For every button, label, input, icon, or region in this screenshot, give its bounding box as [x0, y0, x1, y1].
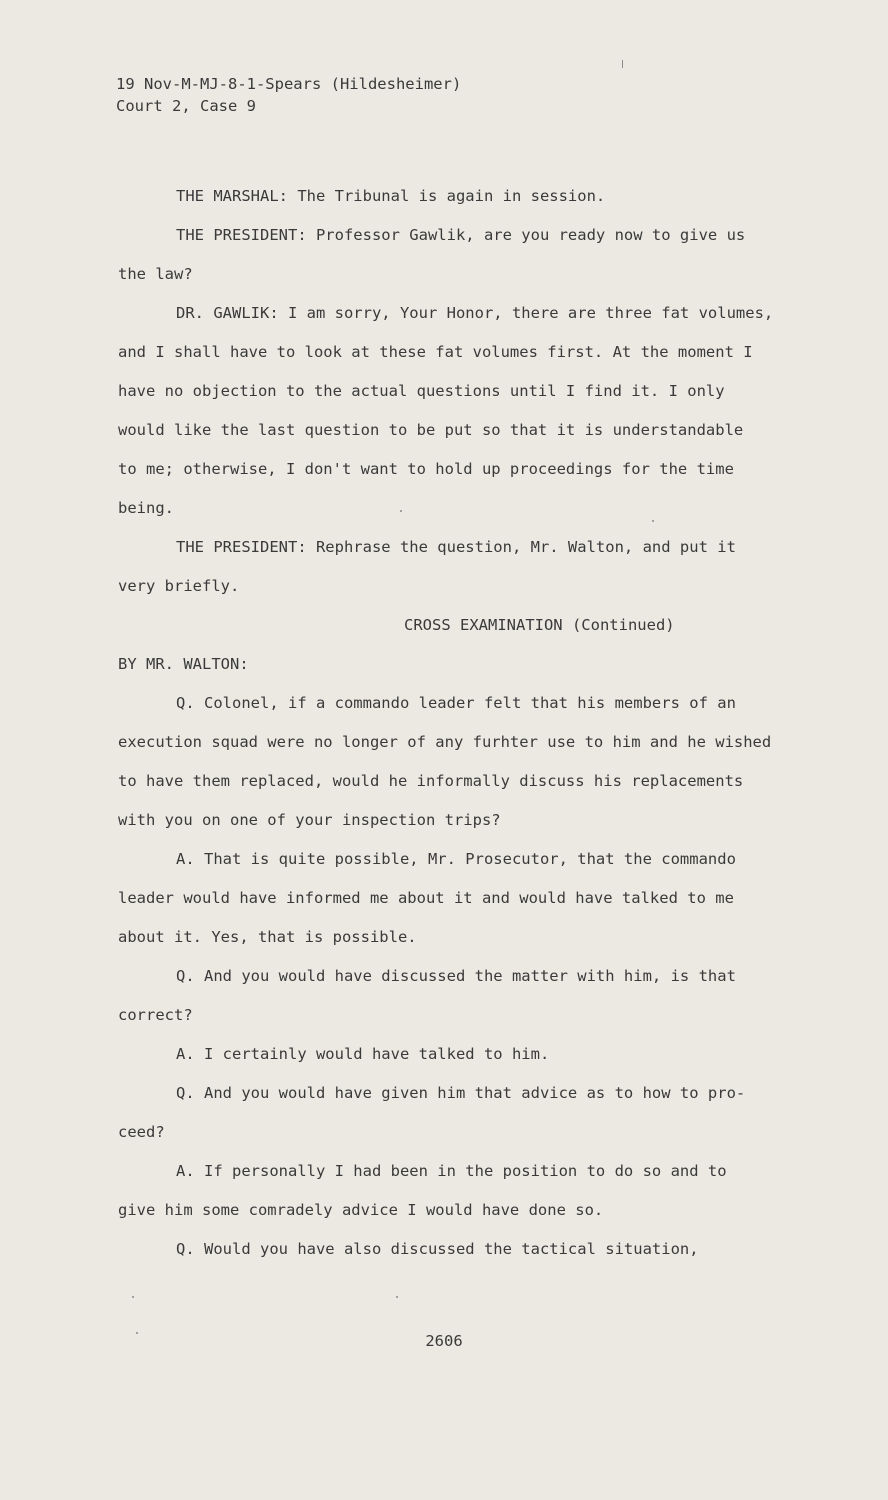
paper-speck [136, 1332, 138, 1334]
paper-speck [396, 1296, 398, 1298]
transcript-line: give him some comradely advice I would have done so. [118, 1201, 604, 1219]
paper-speck [400, 510, 402, 512]
transcript-line: about it. Yes, that is possible. [118, 928, 417, 946]
transcript-line: would like the last question to be put so that it is understandable [118, 421, 744, 439]
transcript-line: Q. And you would have discussed the matter with him, is that [176, 967, 736, 985]
transcript-line: have no objection to the actual questions until I find it. I only [118, 382, 725, 400]
transcript-line: Q. Would you have also discussed the tactical situation, [176, 1240, 699, 1258]
header-court-case: Court 2, Case 9 [116, 97, 256, 115]
transcript-line: ceed? [118, 1123, 165, 1141]
paper-speck [652, 520, 654, 522]
document-header [116, 73, 461, 117]
transcript-line: DR. GAWLIK: I am sorry, Your Honor, there are three fat volumes, [176, 304, 774, 322]
transcript-line: being. [118, 499, 174, 517]
transcript-body [118, 185, 808, 1277]
examiner-label: BY MR. WALTON: [118, 655, 249, 673]
transcript-line: THE PRESIDENT: Professor Gawlik, are you ready now to give us [176, 226, 746, 244]
header-reference: 19 Nov-M-MJ-8-1-Spears (Hildesheimer) [116, 75, 462, 93]
transcript-line: to have them replaced, would he informally discuss his replacements [118, 772, 744, 790]
section-heading: CROSS EXAMINATION (Continued) [404, 616, 675, 634]
transcript-line: very briefly. [118, 577, 240, 595]
page-number: 2606 [425, 1332, 463, 1350]
transcript-line: A. If personally I had been in the position to do so and to [176, 1162, 727, 1180]
transcript-line: correct? [118, 1006, 193, 1024]
transcript-line: to me; otherwise, I don't want to hold up proceedings for the time [118, 460, 734, 478]
transcript-line: Q. And you would have given him that advice as to how to pro- [176, 1084, 746, 1102]
paper-speck [132, 1296, 134, 1298]
transcript-line: THE PRESIDENT: Rephrase the question, Mr. Walton, and put it [176, 538, 736, 556]
transcript-line: with you on one of your inspection trips? [118, 811, 501, 829]
transcript-line: A. That is quite possible, Mr. Prosecutor, that the commando [176, 850, 736, 868]
transcript-line: Q. Colonel, if a commando leader felt that his members of an [176, 694, 736, 712]
transcript-line: execution squad were no longer of any furhter use to him and he wished [118, 733, 772, 751]
paper-speck [622, 60, 623, 68]
transcript-line: the law? [118, 265, 193, 283]
transcript-line: and I shall have to look at these fat volumes first. At the moment I [118, 343, 753, 361]
transcript-line: THE MARSHAL: The Tribunal is again in session. [176, 187, 606, 205]
transcript-line: leader would have informed me about it and would have talked to me [118, 889, 734, 907]
transcript-line: A. I certainly would have talked to him. [176, 1045, 550, 1063]
